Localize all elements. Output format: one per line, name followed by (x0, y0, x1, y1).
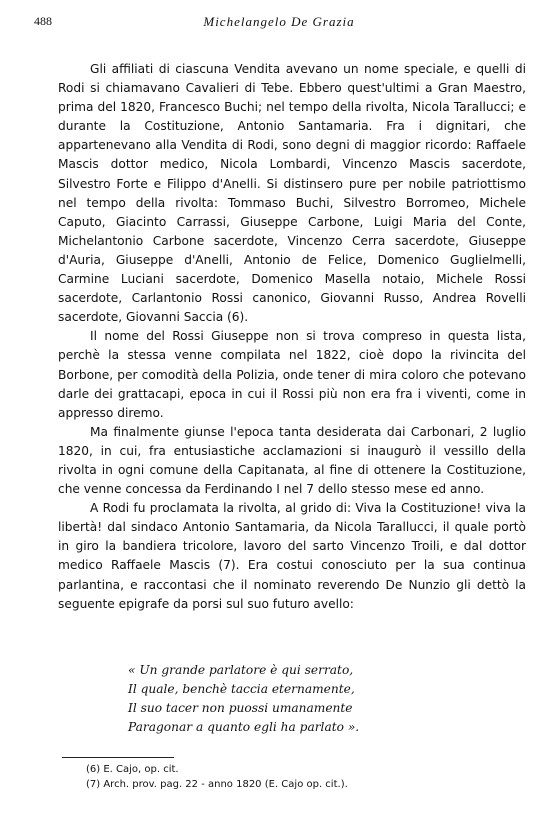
paragraph-rossi-giuseppe: Il nome del Rossi Giuseppe non si trova compreso in questa lista, perchè la stessa venne compilata nel 1822, cioè dopo la rivincita del Borbone, per comodità della Polizia, onde tener di mira coloro che potevano darle dei grattacapi, epoca in cui il Rossi più non era fra i viventi, come in appresso diremo. (58, 329, 526, 420)
footnote-7: (7) Arch. prov. pag. 22 - anno 1820 (E. Cajo op. cit.). (86, 779, 348, 790)
page-header (34, 14, 524, 34)
footnote-6: (6) E. Cajo, op. cit. (86, 764, 179, 775)
footnote-divider (62, 757, 174, 758)
page-number: 488 (34, 14, 52, 28)
epigraph (128, 661, 488, 737)
running-title: Michelangelo De Grazia (203, 14, 355, 29)
paragraph-rivolta-1820: Ma finalmente giunse l'epoca tanta desiderata dai Carbonari, 2 luglio 1820, in cui, fra entusiastiche acclamazioni si inaugurò il vessillo della rivolta in ogni comune della Capitanata, al fine di ottenere la Costituzione, che venne concessa da Ferdinando I nel 7 dello stesso mese ed anno. (58, 424, 526, 497)
epigraph-line: « Un grande parlatore è qui serrato, (128, 663, 354, 677)
epigraph-line: Paragonar a quanto egli ha parlato ». (128, 720, 360, 734)
footnotes (86, 762, 486, 792)
paragraph-rodi-proclamazione: A Rodi fu proclamata la rivolta, al grido di: Viva la Costituzione! viva la libertà! dal sindaco Antonio Santamaria, da Nicola Tarallucci, il quale portò in giro la bandiera tricolore, lavoro del sarto Vincenzo Troili, e dal dottor medico Raffaele Mascis (7). Era costui conosciuto per la sua continua parlantina, e raccontasi che il nominato reverendo De Nunzio gli dettò la seguente epigrafe da porsi sul suo futuro avello: (58, 501, 526, 611)
epigraph-line: Il quale, benchè taccia eternamente, (128, 682, 355, 696)
body-text (58, 60, 526, 614)
epigraph-line: Il suo tacer non puossi umanamente (128, 701, 353, 715)
paragraph-affiliati: Gli affiliati di ciascuna Vendita avevano un nome speciale, e quelli di Rodi si chiamavano Cavalieri di Tebe. Ebbero quest'ultimi a Gran Maestro, prima del 1820, Francesco Buchi; nel tempo della rivolta, Nicola Tarallucci; e durante la Costituzione, Antonio Santamaria. Fra i dignitari, che appartenevano alla Vendita di Rodi, sono degni di maggior ricordo: Raffaele Mascis dottor medico, Nicola Lombardi, Vincenzo Mascis sacerdote, Silvestro Forte e Filippo d'Anelli. Si distinsero pure per nobile patriottismo nel tempo della rivolta: Tommaso Buchi, Silvestro Borromeo, Michele Caputo, Giacinto Carrassi, Giuseppe Carbone, Luigi Maria del Conte, Michelantonio Carbone sacerdote, Vincenzo Cerra sacerdote, Giuseppe d'Auria, Giuseppe d'Anelli, Antonio de Felice, Domenico Guglielmelli, Carmine Luciani sacerdote, Domenico Masella notaio, Michele Rossi sacerdote, Carlantonio Rossi canonico, Giovanni Russo, Andrea Rovelli sacerdote, Giovanni Saccia (6). (58, 62, 526, 325)
